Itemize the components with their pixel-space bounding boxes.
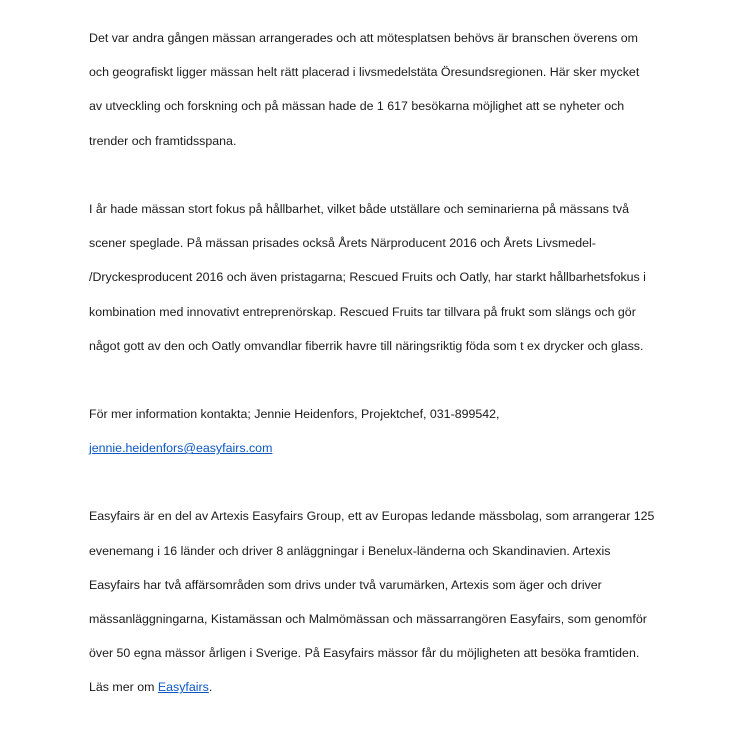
read-more-line [89,679,689,696]
text-line: Easyfairs har två affärsområden som drivs under två varumärken, Artexis som äger och driver [89,577,602,592]
paragraph-contact [89,389,689,474]
easyfairs-link[interactable]: Easyfairs [157,680,209,695]
paragraph-fair-summary [89,13,689,167]
contact-email-line [89,440,689,457]
text-line: kombination med innovativt entreprenörskap. Rescued Fruits tar tillvara på frukt som slängs och gör [89,304,636,319]
text-line: Det var andra gången mässan arrangerades och att mötesplatsen behövs är branschen överens om [89,31,638,46]
text-line: trender och framtidsspana. [89,133,237,148]
text-line: Easyfairs är en del av Artexis Easyfairs Group, ett av Europas ledande mässbolag, som arrangerar 125 [89,509,655,524]
text-line: över 50 egna mässor årligen i Sverige. På Easyfairs mässor får du möjligheten att besöka framtiden. [89,646,640,661]
contact-email-link[interactable]: jennie.heidenfors@easyfairs.com [89,441,273,456]
text-line: av utveckling och forskning och på mässan hade de 1 617 besökarna möjlighet att se nyheter och [89,99,625,114]
paragraph-sustainability [89,184,689,372]
contact-text: För mer information kontakta; Jennie Heidenfors, Projektchef, 031-899542, [89,406,500,421]
text-line: och geografiskt ligger mässan helt rätt placerad i livsmedelstäta Öresundsregionen. Här sker mycket [89,65,640,80]
text-line: I år hade mässan stort fokus på hållbarhet, vilket både utställare och seminarierna på mässans två [89,201,629,216]
document-body [89,13,689,731]
text-line: evenemang i 16 länder och driver 8 anläggningar i Benelux-länderna och Skandinavien. Artexis [89,543,611,558]
text-line: scener speglade. På mässan prisades också Årets Närproducent 2016 och Årets Livsmedel- [89,236,596,251]
text-line: något gott av den och Oatly omvandlar fiberrik havre till näringsriktig föda som t ex drycker och glass. [89,338,644,353]
read-more-prefix: Läs mer om [89,680,158,695]
read-more-suffix: . [208,680,213,695]
text-line: mässanläggningarna, Kistamässan och Malmömässan och mässarrangören Easyfairs, som genomför [89,612,647,626]
paragraph-about-easyfairs [89,491,689,713]
text-line: /Dryckesproducent 2016 och även pristagarna; Rescued Fruits och Oatly, har starkt hållbarhetsfokus i [89,270,646,285]
